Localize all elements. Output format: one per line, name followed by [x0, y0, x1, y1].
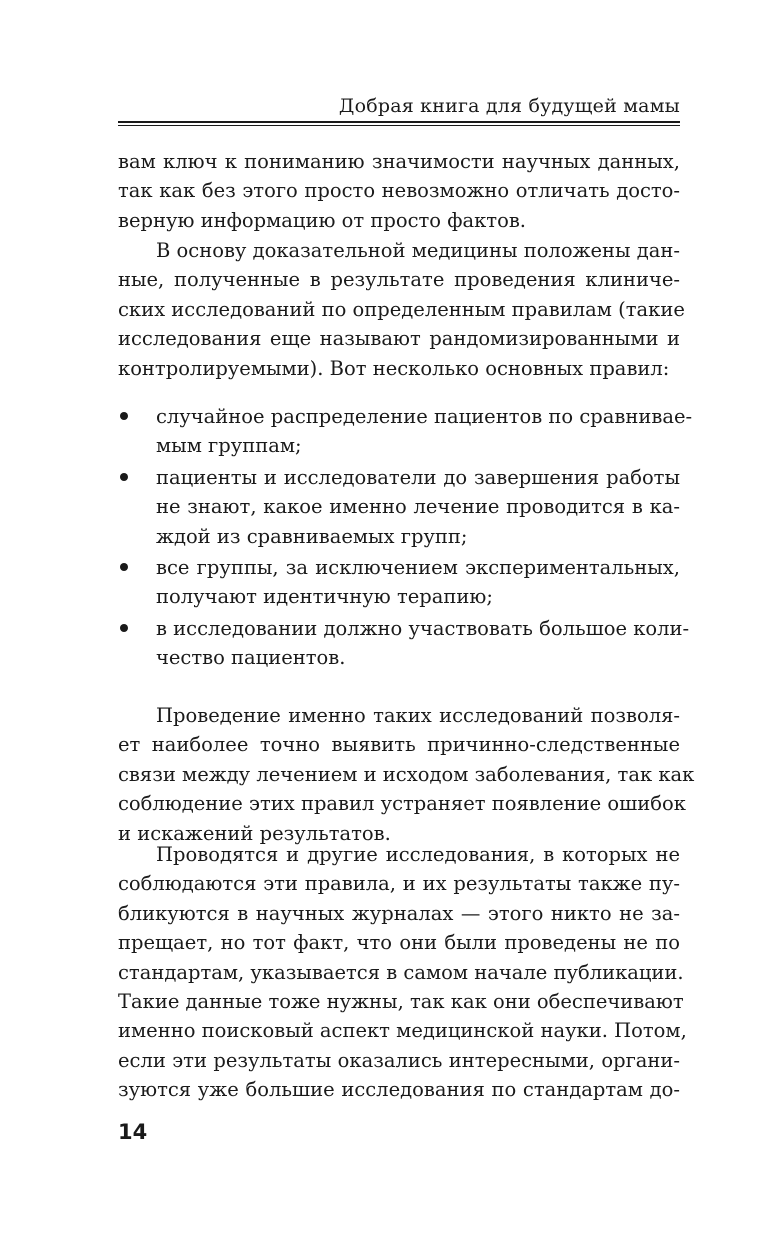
- paragraph-continuation: [118, 147, 680, 235]
- text-line: зуются уже большие исследования по стандартам до-: [118, 1078, 680, 1102]
- text-line: все группы, за исключением экспериментальных,: [156, 556, 680, 579]
- text-line: вам ключ к пониманию значимости научных данных,: [118, 150, 680, 173]
- paragraph-study-conduct: [118, 701, 695, 848]
- text-line: бликуются в научных журналах — этого никто не за-: [118, 901, 680, 925]
- bullet-icon: [120, 563, 128, 571]
- text-line: получают идентичную терапию;: [156, 585, 493, 609]
- header-rule-thick: [118, 121, 680, 123]
- text-line: прещает, но тот факт, что они были проведены не по: [118, 931, 680, 955]
- text-line: контролируемыми). Вот несколько основных правил:: [118, 356, 670, 380]
- text-line: именно поисковый аспект медицинской науки. Потом,: [118, 1019, 687, 1043]
- book-page: [118, 0, 695, 1241]
- page-number: 14: [118, 1120, 148, 1144]
- text-line: так как без этого просто невозможно отличать досто-: [118, 179, 680, 203]
- text-line: мым группам;: [156, 434, 302, 458]
- text-line: соблюдение этих правил устраняет появление ошибок: [118, 792, 686, 816]
- text-line: и искажений результатов.: [118, 821, 391, 845]
- text-line: Такие данные тоже нужны, так как они обеспечивают: [118, 990, 684, 1014]
- text-line: случайное распределение пациентов по сравнивае-: [156, 405, 693, 428]
- text-line: верную информацию от просто фактов.: [118, 208, 527, 232]
- text-line: в исследовании должно участвовать большое коли-: [156, 617, 690, 640]
- bullet-icon: [120, 624, 128, 632]
- text-line: чество пациентов.: [156, 646, 346, 670]
- text-line: пациенты и исследователи до завершения работы: [156, 466, 680, 489]
- text-line: В основу доказательной медицины положены дан-: [156, 239, 680, 262]
- paragraph-evidence-based-medicine: [118, 236, 685, 383]
- text-line: связи между лечением и исходом заболевания, так как: [118, 762, 695, 786]
- paragraph-other-studies: [118, 840, 687, 1105]
- text-line: если эти результаты оказались интересными, органи-: [118, 1048, 680, 1072]
- text-line: соблюдаются эти правила, и их результаты также пу-: [118, 872, 680, 896]
- running-head-title: Добрая книга для будущей мамы: [338, 95, 680, 117]
- text-line: исследования еще называют рандомизированными и: [118, 327, 680, 351]
- text-line: не знают, какое именно лечение проводится в ка-: [156, 495, 680, 519]
- text-line: ских исследований по определенным правилам (такие: [118, 297, 685, 321]
- text-line: Проводятся и другие исследования, в которых не: [156, 843, 680, 866]
- header-rule-thin: [118, 125, 680, 126]
- text-line: ждой из сравниваемых групп;: [156, 524, 468, 548]
- bullet-icon: [120, 473, 128, 481]
- text-line: Проведение именно таких исследований позволя-: [156, 704, 680, 727]
- bullet-icon: [120, 412, 128, 420]
- text-line: стандартам, указывается в самом начале публикации.: [118, 960, 684, 984]
- text-line: ет наиболее точно выявить причинно-следственные: [118, 733, 680, 757]
- text-line: ные, полученные в результате проведения клиниче-: [118, 268, 680, 292]
